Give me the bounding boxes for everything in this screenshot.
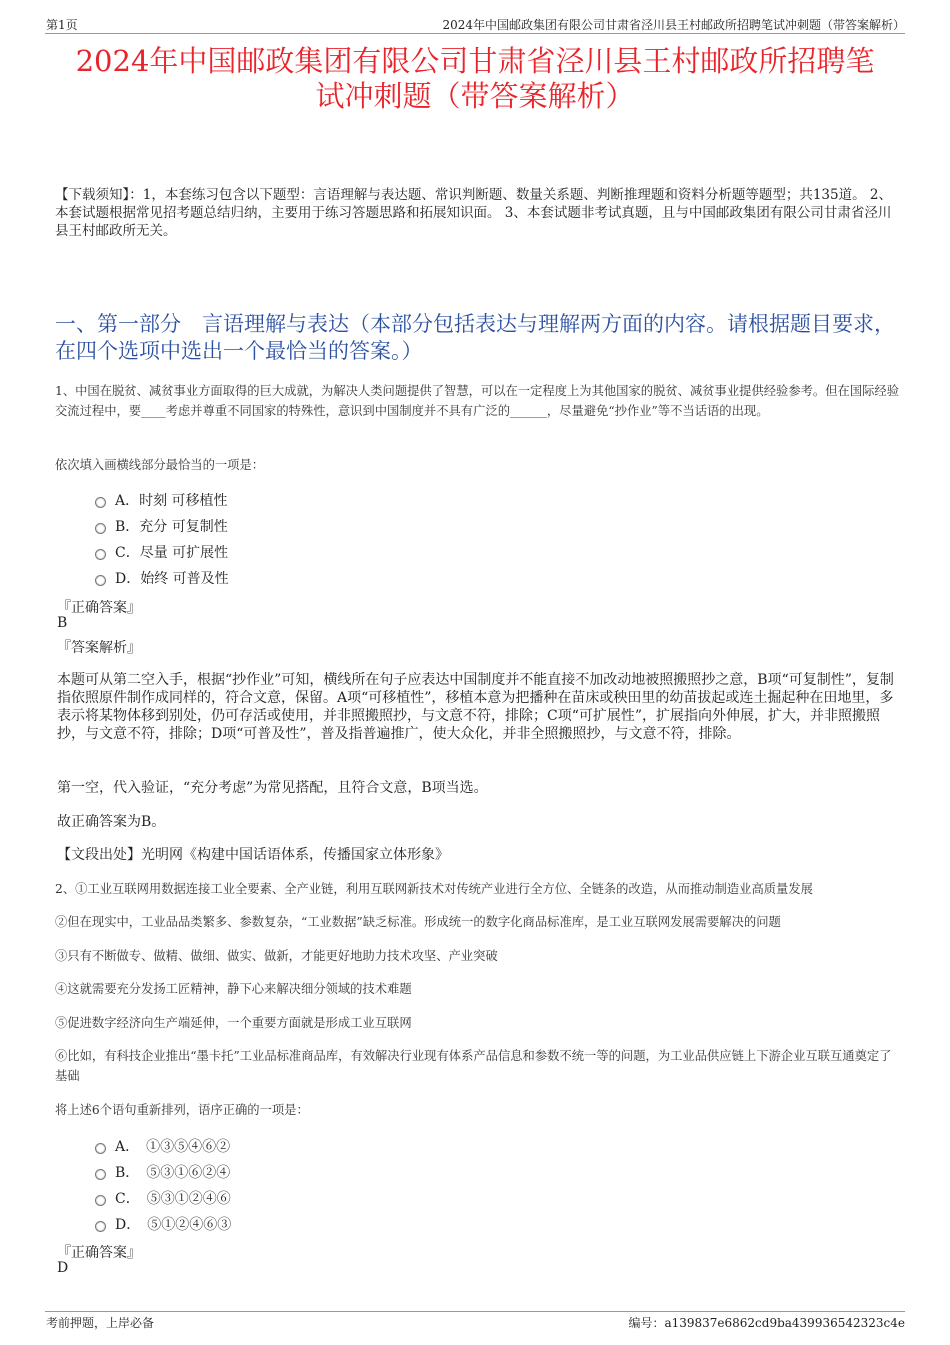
q1-stem: 1、中国在脱贫、减贫事业方面取得的巨大成就，为解决人类问题提供了智慧，可以在一定程度上为其他国家的脱贫、减贫事业提供经验参考。但在国际经验交流过程中，要____考虑并尊重不同国家的特殊性，意识到中国制度并不具有广泛的______，尽量避免“抄作业”等不当话语的出现。 (55, 384, 900, 418)
radio-icon[interactable] (95, 575, 106, 586)
q2-sentence-5: ⑤促进数字经济向生产端延伸，一个重要方面就是形成工业互联网 (55, 1016, 412, 1030)
radio-icon[interactable] (95, 1143, 106, 1154)
q1-verify: 第一空，代入验证，“充分考虑”为常见搭配，且符合文意，B项当选。 (57, 780, 488, 796)
running-header: 2024年中国邮政集团有限公司甘肃省泾川县王村邮政所招聘笔试冲刺题（带答案解析） (442, 18, 905, 32)
q2-sentence-1: 2、①工业互联网用数据连接工业全要素、全产业链，利用互联网新技术对传统产业进行全方位、全链条的改造，从而推动制造业高质量发展 (55, 882, 813, 896)
radio-icon[interactable] (95, 1169, 106, 1180)
q2-option-b[interactable] (95, 1162, 230, 1182)
radio-icon[interactable] (95, 1195, 106, 1206)
q1-option-d[interactable] (95, 568, 229, 588)
option-label: D．始终 可普及性 (115, 571, 229, 587)
q2-option-d[interactable] (95, 1214, 231, 1234)
q2-sentence-2: ②但在现实中，工业品品类繁多、参数复杂，“工业数据”缺乏标准。形成统一的数字化商品标准库，是工业互联网发展需要解决的问题 (55, 915, 781, 929)
footer-code: 编号：a139837e6862cd9ba439936542323c4e (628, 1316, 905, 1330)
footer-rule (45, 1311, 905, 1312)
q2-answer-label: 『正确答案』 (57, 1245, 141, 1261)
option-label: C．尽量 可扩展性 (115, 545, 229, 561)
footer-slogan: 考前押题，上岸必备 (46, 1316, 155, 1330)
q2-answer: D (57, 1260, 69, 1276)
q1-option-a[interactable] (95, 490, 228, 510)
option-label: A． ①③⑤④⑥② (115, 1139, 231, 1155)
option-label: B． ⑤③①⑥②④ (115, 1165, 231, 1181)
q2-option-a[interactable] (95, 1136, 230, 1156)
header-rule (45, 33, 905, 34)
q1-answer-label: 『正确答案』 (57, 600, 141, 616)
radio-icon[interactable] (95, 497, 106, 508)
q1-conclusion: 故正确答案为B。 (57, 814, 166, 830)
q2-prompt: 将上述6个语句重新排列，语序正确的一项是： (55, 1103, 309, 1117)
radio-icon[interactable] (95, 1221, 106, 1232)
option-label: D． ⑤①②④⑥③ (115, 1217, 232, 1233)
radio-icon[interactable] (95, 523, 106, 534)
option-label: A．时刻 可移植性 (115, 493, 228, 509)
q1-prompt: 依次填入画横线部分最恰当的一项是： (55, 458, 265, 472)
radio-icon[interactable] (95, 549, 106, 560)
q2-sentence-3: ③只有不断做专、做精、做细、做实、做新，才能更好地助力技术攻坚、产业突破 (55, 949, 498, 963)
q1-option-b[interactable] (95, 516, 228, 536)
page-number: 第1页 (46, 18, 78, 32)
q1-answer: B (57, 615, 68, 631)
section-heading: 一、第一部分 言语理解与表达（本部分包括表达与理解两方面的内容。请根据题目要求，在四个选项中选出一个最恰当的答案。） (55, 312, 895, 363)
q1-source: 【文段出处】光明网《构建中国话语体系，传播国家立体形象》 (57, 847, 449, 863)
page-title (40, 44, 910, 114)
q1-analysis-label: 『答案解析』 (57, 640, 141, 656)
q2-option-c[interactable] (95, 1188, 231, 1208)
q2-sentence-6: ⑥比如，有科技企业推出“墨卡托”工业品标准商品库，有效解决行业现有体系产品信息和参数不统一等的问题，为工业品供应链上下游企业互联互通奠定了基础 (55, 1049, 892, 1083)
option-label: C． ⑤③①②④⑥ (115, 1191, 231, 1207)
q2-sentence-4: ④这就需要充分发扬工匠精神，静下心来解决细分领域的技术难题 (55, 982, 412, 996)
q1-analysis: 本题可从第二空入手，根据“抄作业”可知，横线所在句子应表达中国制度并不能直接不加改动地被照搬照抄之意，B项“可复制性”，复制指依照原件制作成同样的，符合文意，保留。A项“可移植性”，移植本意为把播种在苗床或秧田里的幼苗拔起或连土掘起种在田地里，多表示将某物体移到别处，仍可存活或使用，并非照搬照抄，与文意不符，排除；C项“可扩展性”，扩展指向外伸展，扩大，并非照搬照抄，与文意不符，排除；D项“可普及性”，普及指普遍推广，使大众化，并非全照搬照抄，与文意不符，排除。 (57, 672, 894, 742)
title-line: 2024年中国邮政集团有限公司甘肃省泾川县王村邮政所招聘笔 (75, 44, 875, 78)
download-notice: 【下载须知】：1，本套练习包含以下题型：言语理解与表达题、常识判断题、数量关系题、判断推理题和资料分析题等题型；共135道。 2、本套试题根据常见招考题总结归纳，主要用于练习答题思路和拓展知识面。 3、本套试题非考试真题，且与中国邮政集团有限公司甘肃省泾川县王村邮政所无关。 (55, 187, 892, 239)
option-label: B．充分 可复制性 (115, 519, 228, 535)
title-line: 试冲刺题（带答案解析） (315, 79, 635, 113)
q1-option-c[interactable] (95, 542, 228, 562)
